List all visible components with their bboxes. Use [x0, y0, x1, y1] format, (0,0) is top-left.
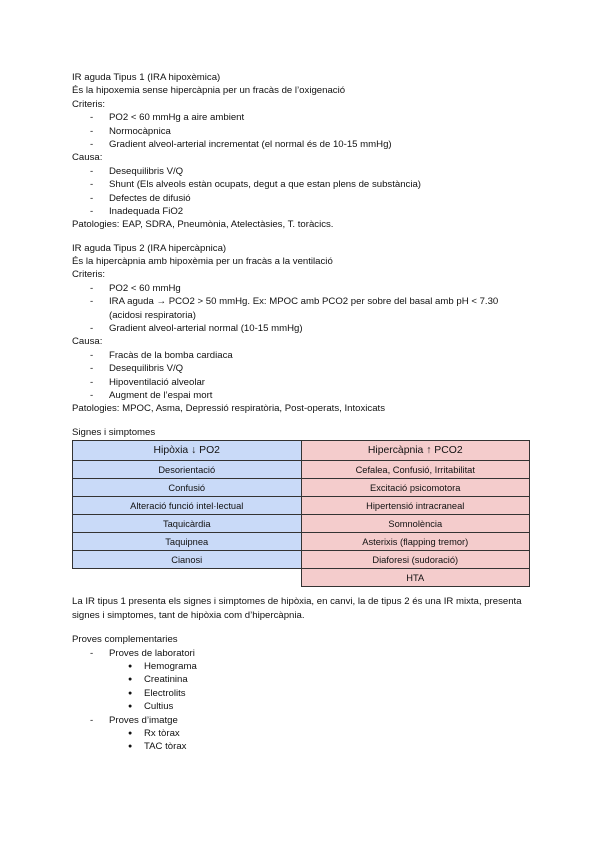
ira2-cause: - Desequilibris V/Q — [72, 362, 528, 375]
ira1-criterion: - PO2 < 60 mmHg a aire ambient — [72, 111, 528, 124]
table-header-row — [73, 441, 530, 461]
table-row — [73, 515, 530, 533]
hypoxia-sign: Taquipnea — [73, 533, 302, 551]
ira2-criteria-label: Criteris: — [72, 269, 106, 281]
imaging-tests-label: - Proves d’imatge — [72, 714, 528, 727]
ira1-criterion: - Normocàpnica — [72, 125, 528, 138]
ira1-cause: - Inadequada FiO2 — [72, 205, 528, 218]
table-row — [73, 569, 530, 587]
ira2-cause: - Augment de l’espai mort — [72, 389, 528, 402]
document-page — [72, 71, 528, 754]
imaging-test-item: ● TAC tòrax — [72, 740, 528, 753]
ira2-criterion: - PO2 < 60 mmHg — [72, 282, 528, 295]
signs-title: Signes i simptomes — [72, 426, 156, 438]
empty-cell — [73, 569, 302, 587]
hypoxia-sign: Alteració funció intel·lectual — [73, 497, 302, 515]
ira1-criterion: - Gradient alveol-arterial incrementat (el normal és de 10-15 mmHg) — [72, 138, 528, 151]
ira2-criterion: - IRA aguda → PCO2 > 50 mmHg. Ex: MPOC amb PCO2 per sobre del basal amb pH < 7.30 — [72, 295, 528, 308]
ira1-definition: És la hipoxemia sense hipercàpnia per un fracàs de l’oxigenació — [72, 85, 346, 97]
hypoxia-sign: Confusió — [73, 479, 302, 497]
ira1-cause: - Desequilibris V/Q — [72, 165, 528, 178]
ira1-cause: - Defectes de difusió — [72, 192, 528, 205]
hypercapnia-sign: Asterixis (flapping tremor) — [301, 533, 530, 551]
ira2-definition: És la hipercàpnia amb hipoxèmia per un fracàs a la ventilació — [72, 256, 333, 268]
ira1-title: IR aguda Tipus 1 (IRA hipoxèmica) — [72, 72, 221, 83]
hypercapnia-sign: Hipertensió intracraneal — [301, 497, 530, 515]
hypercapnia-sign: Excitació psicomotora — [301, 479, 530, 497]
ira2-title: IR aguda Tipus 2 (IRA hipercàpnica) — [72, 242, 227, 254]
hypercapnia-sign: HTA — [301, 569, 530, 587]
ira2-criterion: - Gradient alveol-arterial normal (10-15 mmHg) — [72, 322, 528, 335]
hypoxia-sign: Desorientació — [73, 461, 302, 479]
lab-test-item: ● Hemograma — [72, 660, 528, 673]
hypercapnia-sign: Somnolència — [301, 515, 530, 533]
hypoxia-sign: Cianosi — [73, 551, 302, 569]
ira1-criteria-label: Criteris: — [72, 98, 106, 110]
ira1-pathologies: Patologies: EAP, SDRA, Pneumònia, Atelectàsies, T. toràcics. — [72, 219, 334, 231]
table-row — [73, 497, 530, 515]
hypercapnia-sign: Cefalea, Confusió, Irritabilitat — [301, 461, 530, 479]
hypercapnia-sign: Diaforesi (sudoració) — [301, 551, 530, 569]
summary-paragraph: La IR tipus 1 presenta els signes i simptomes de hipòxia, en canvi, la de tipus 2 és una IR mixta, presenta signes i simptomes, tant de hipòxia com d’hipercàpnia. — [72, 596, 522, 622]
signs-table — [72, 440, 530, 587]
hypoxia-sign: Taquicàrdia — [73, 515, 302, 533]
lab-tests-label: - Proves de laboratori — [72, 647, 528, 660]
table-row — [73, 551, 530, 569]
ira1-causes-label: Causa: — [72, 152, 103, 164]
imaging-test-item: ● Rx tòrax — [72, 727, 528, 740]
hypercapnia-header: Hipercàpnia ↑ PCO2 — [301, 441, 530, 461]
ira2-cause: - Hipoventilació alveolar — [72, 376, 528, 389]
ira2-criterion-continuation: (acidosi respiratoria) — [109, 309, 196, 321]
ira2-causes-label: Causa: — [72, 336, 103, 348]
lab-test-item: ● Cultius — [72, 700, 528, 713]
tests-title: Proves complementaries — [72, 634, 178, 646]
table-row — [73, 461, 530, 479]
lab-test-item: ● Creatinina — [72, 673, 528, 686]
ira1-cause: - Shunt (Els alveols estàn ocupats, degut a que estan plens de substància) — [72, 178, 528, 191]
ira2-pathologies: Patologies: MPOC, Asma, Depressió respiratòria, Post-operats, Intoxicats — [72, 403, 385, 415]
table-row — [73, 479, 530, 497]
table-row — [73, 533, 530, 551]
ira2-cause: - Fracàs de la bomba cardiaca — [72, 349, 528, 362]
hypoxia-header: Hipòxia ↓ PO2 — [73, 441, 302, 461]
lab-test-item: ● Electrolits — [72, 687, 528, 700]
